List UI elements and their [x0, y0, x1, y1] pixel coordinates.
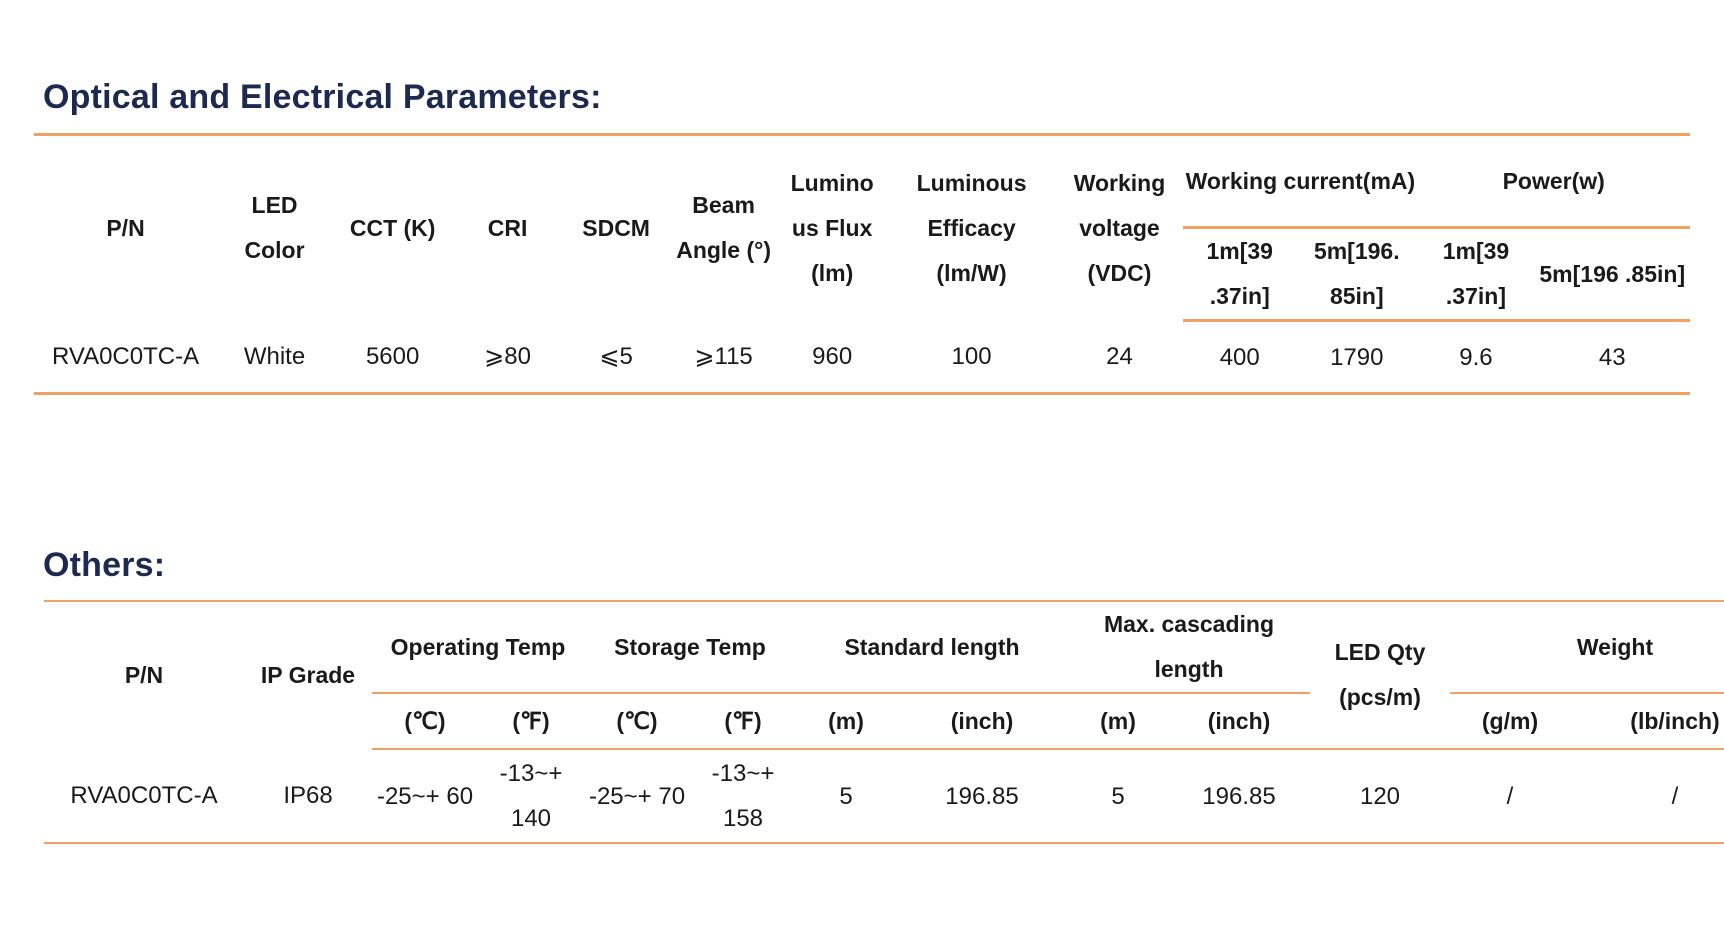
- header-power-5m: 5m[196 .85in]: [1535, 228, 1691, 321]
- header-operating-temp: Operating Temp: [372, 601, 584, 693]
- cell-ip-grade: IP68: [283, 782, 333, 809]
- cell-led-qty: 120: [1359, 782, 1401, 810]
- cell-operating-f: -13~+ 140: [499, 760, 563, 832]
- cell-max-inch: 196.85: [1202, 782, 1276, 810]
- header-luminous-flux: Lumino us Flux (lm): [790, 169, 874, 286]
- cell-weight-gm: /: [1506, 782, 1514, 810]
- cell-power-5m: 43: [1598, 343, 1626, 371]
- optical-section-title: Optical and Electrical Parameters:: [43, 78, 602, 116]
- header-sdcm: SDCM: [582, 214, 650, 241]
- header-storage-c: (℃): [584, 693, 690, 749]
- header-power: Power(w): [1417, 135, 1690, 228]
- table-row: [44, 749, 1724, 843]
- cell-power-1m: 9.6: [1459, 343, 1493, 371]
- header-max-m: (m): [1068, 693, 1168, 749]
- cell-operating-c: -25~+ 60: [376, 782, 474, 810]
- others-section-title: Others:: [43, 546, 166, 584]
- cell-standard-inch: 196.85: [945, 782, 1019, 810]
- optical-parameters-table: [34, 133, 1690, 395]
- header-storage-temp: Storage Temp: [584, 601, 796, 693]
- header-standard-length: Standard length: [796, 601, 1068, 693]
- header-pn: P/N: [124, 662, 164, 688]
- header-led-color: LED Color: [244, 192, 305, 264]
- header-working-current: Working current(mA): [1183, 135, 1417, 228]
- cell-max-m: 5: [1111, 782, 1125, 810]
- cell-pn: RVA0C0TC-A: [70, 782, 218, 809]
- header-luminous-efficacy: Luminous Efficacy (lm/W): [916, 169, 1027, 286]
- cell-working-voltage: 24: [1106, 342, 1133, 370]
- header-weight-gm: (g/m): [1450, 693, 1570, 749]
- header-cct: CCT (K): [349, 214, 436, 241]
- header-beam-angle: Beam Angle (°): [676, 192, 771, 264]
- cell-cct: 5600: [365, 342, 420, 370]
- cell-pn: RVA0C0TC-A: [51, 342, 200, 370]
- others-parameters-table: [44, 600, 1724, 844]
- header-weight: Weight: [1576, 633, 1654, 660]
- cell-standard-m: 5: [839, 782, 853, 810]
- cell-luminous-flux: 960: [812, 342, 853, 370]
- header-operating-c: (℃): [372, 693, 478, 749]
- header-standard-inch: (inch): [896, 693, 1068, 749]
- header-cri: CRI: [487, 214, 528, 241]
- header-max-inch: (inch): [1168, 693, 1310, 749]
- cell-weight-lbinch: /: [1671, 782, 1679, 810]
- header-standard-m: (m): [796, 693, 896, 749]
- header-pn: P/N: [106, 214, 145, 241]
- header-current-1m: 1m[39 .37in]: [1183, 228, 1296, 321]
- cell-sdcm: ⩽5: [599, 342, 633, 370]
- table-row: [34, 321, 1690, 394]
- header-ip-grade: IP Grade: [260, 662, 356, 688]
- cell-current-1m: 400: [1219, 343, 1260, 371]
- cell-storage-c: -25~+ 70: [588, 782, 686, 810]
- cell-cri: ⩾80: [484, 342, 531, 370]
- cell-current-5m: 1790: [1330, 343, 1384, 371]
- cell-beam-angle: ⩾115: [694, 342, 753, 370]
- cell-storage-f: -13~+ 158: [711, 760, 775, 832]
- cell-luminous-efficacy: 100: [951, 342, 992, 370]
- cell-led-color: White: [243, 342, 306, 370]
- header-power-1m: 1m[39 .37in]: [1417, 228, 1534, 321]
- header-working-voltage: Working voltage (VDC): [1073, 169, 1166, 286]
- header-operating-f: (℉): [478, 693, 584, 749]
- header-current-5m: 5m[196. 85in]: [1296, 228, 1417, 321]
- header-storage-f: (℉): [690, 693, 796, 749]
- header-weight-lbinch: (lb/inch): [1570, 693, 1724, 749]
- header-led-qty: LED Qty (pcs/m): [1310, 601, 1450, 749]
- header-max-cascading-length: Max. cascading length: [1068, 601, 1310, 693]
